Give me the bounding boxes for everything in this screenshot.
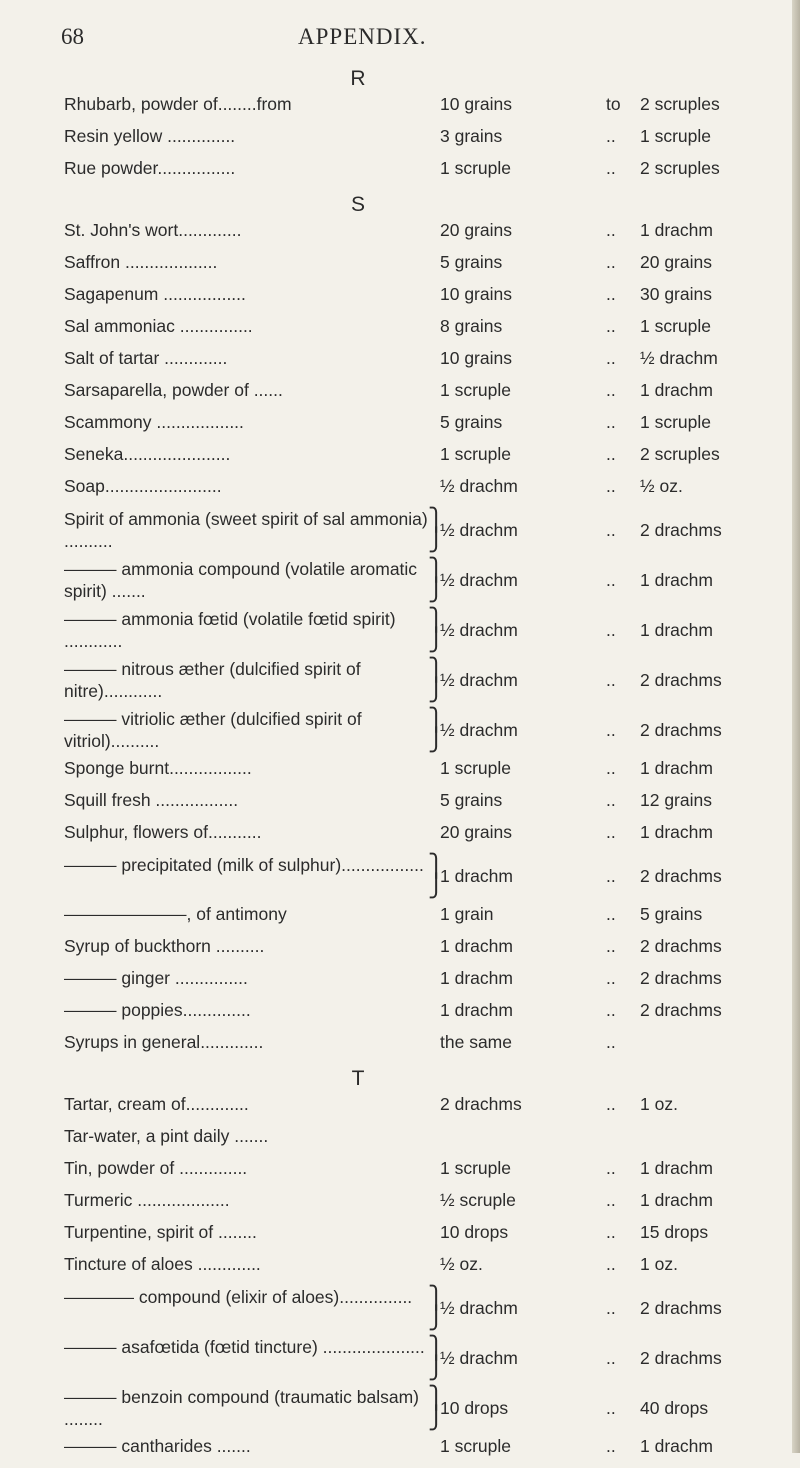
- dosage-table: [58, 64, 800, 1468]
- drug-name: ——— precipitated (milk of sulphur).................: [64, 855, 424, 875]
- book-page: [58, 24, 800, 1456]
- table-row: [58, 126, 800, 158]
- drug-name: Tincture of aloes .............: [64, 1254, 261, 1274]
- dose-to: 1 drachm: [640, 380, 713, 400]
- drug-name: Sarsaparella, powder of ......: [64, 380, 283, 400]
- dose-to: 1 drachm: [640, 1190, 713, 1210]
- drug-name: Syrup of buckthorn ..........: [64, 936, 265, 956]
- dose-separator: ..: [606, 1190, 616, 1210]
- dose-to: 1 scruple: [640, 316, 712, 336]
- dose-from: 1 drachm: [440, 936, 513, 956]
- drug-name: ——— vitriolic æther (dulcified spirit of vitriol)..........: [64, 709, 362, 751]
- drug-name: ——— asafœtida (fœtid tincture) .....................: [64, 1337, 425, 1357]
- dose-from: ½ drachm: [440, 1298, 518, 1318]
- dose-to: 2 drachms: [640, 720, 722, 740]
- dose-from: ½ scruple: [440, 1190, 516, 1210]
- dose-from: 1 scruple: [440, 1436, 512, 1456]
- dose-separator: ..: [606, 822, 616, 842]
- dose-to: 2 drachms: [640, 520, 722, 540]
- drug-name: Tartar, cream of.............: [64, 1094, 249, 1114]
- dose-to: 1 drachm: [640, 220, 713, 240]
- section-letter: T: [351, 1067, 365, 1090]
- dose-from: ½ drachm: [440, 1348, 518, 1368]
- table-row: [58, 1000, 800, 1032]
- brace-mark: ⎫ ⎭: [428, 1285, 445, 1330]
- dose-separator: ..: [606, 1254, 616, 1274]
- brace-mark: ⎫ ⎭: [428, 707, 445, 752]
- drug-name: St. John's wort.............: [64, 220, 242, 240]
- dose-from: ½ drachm: [440, 476, 518, 496]
- drug-name: Sulphur, flowers of...........: [64, 822, 262, 842]
- drug-name: Tar-water, a pint daily .......: [64, 1126, 269, 1146]
- drug-name: Scammony ..................: [64, 412, 244, 432]
- dose-separator: ..: [606, 1158, 616, 1178]
- dose-from: 2 drachms: [440, 1094, 522, 1114]
- dose-separator: ..: [606, 158, 616, 178]
- section-letter: R: [350, 67, 366, 90]
- dose-from: 1 drachm: [440, 1000, 513, 1020]
- table-row: [58, 822, 800, 854]
- brace-mark: ⎫ ⎭: [428, 607, 445, 652]
- table-row: [58, 1032, 800, 1064]
- table-row: [58, 348, 800, 380]
- table-row: [58, 284, 800, 316]
- table-row: [58, 658, 800, 708]
- dose-to: 20 grains: [640, 252, 712, 272]
- dose-from: 10 grains: [440, 94, 512, 114]
- dose-separator: ..: [606, 476, 616, 496]
- brace-mark: ⎫ ⎭: [428, 853, 445, 898]
- dose-separator: ..: [606, 126, 616, 146]
- dose-separator: ..: [606, 1000, 616, 1020]
- dose-from: 1 drachm: [440, 866, 513, 886]
- dose-separator: ..: [606, 444, 616, 464]
- dose-separator: ..: [606, 1348, 616, 1368]
- drug-name: ———————, of antimony: [64, 904, 287, 924]
- table-row: [58, 790, 800, 822]
- brace-mark: ⎫ ⎭: [428, 1335, 445, 1380]
- dose-to: ½ oz.: [640, 476, 683, 496]
- dose-from: ½ drachm: [440, 570, 518, 590]
- dose-separator: ..: [606, 936, 616, 956]
- drug-name: ———— compound (elixir of aloes)...............: [64, 1287, 413, 1307]
- table-row: [58, 1158, 800, 1190]
- drug-name: Tin, powder of ..............: [64, 1158, 248, 1178]
- brace-mark: ⎫ ⎭: [428, 1385, 445, 1430]
- table-row: [58, 936, 800, 968]
- dose-separator: ..: [606, 380, 616, 400]
- table-row: [58, 1436, 800, 1468]
- table-row: [58, 412, 800, 444]
- table-row: [58, 1126, 800, 1158]
- dose-to: 2 drachms: [640, 968, 722, 988]
- dose-separator: ..: [606, 1398, 616, 1418]
- dose-to: 2 drachms: [640, 1000, 722, 1020]
- dose-from: 5 grains: [440, 412, 503, 432]
- dose-to: 2 scruples: [640, 158, 720, 178]
- dose-separator: ..: [606, 220, 616, 240]
- drug-name: ——— benzoin compound (traumatic balsam) ........: [64, 1387, 420, 1429]
- table-row: [58, 608, 800, 658]
- dose-from: 20 grains: [440, 822, 512, 842]
- dose-separator: ..: [606, 284, 616, 304]
- table-row: [58, 380, 800, 412]
- dose-from: 10 grains: [440, 284, 512, 304]
- dose-to: 2 drachms: [640, 670, 722, 690]
- dose-separator: ..: [606, 620, 616, 640]
- drug-name: Rue powder................: [64, 158, 236, 178]
- drug-name: Resin yellow ..............: [64, 126, 236, 146]
- table-row: [58, 1094, 800, 1126]
- drug-name: Spirit of ammonia (sweet spirit of sal ammonia) ..........: [64, 509, 428, 551]
- page-title: APPENDIX.: [298, 24, 427, 49]
- dose-to: 2 scruples: [640, 444, 720, 464]
- drug-name: Saffron ...................: [64, 252, 218, 272]
- section-letter: S: [350, 193, 365, 216]
- brace-mark: ⎫ ⎭: [428, 507, 445, 552]
- drug-name: ——— ginger ...............: [64, 968, 248, 988]
- brace-mark: ⎫ ⎭: [428, 657, 445, 702]
- dose-separator: ..: [606, 968, 616, 988]
- dose-to: 5 grains: [640, 904, 703, 924]
- table-row: [58, 1254, 800, 1286]
- dose-from: 10 grains: [440, 348, 512, 368]
- dose-to: 1 drachm: [640, 620, 713, 640]
- dose-from: 10 drops: [440, 1222, 509, 1242]
- table-row: [58, 758, 800, 790]
- drug-name: Seneka......................: [64, 444, 231, 464]
- dose-from: ½ oz.: [440, 1254, 483, 1274]
- dose-to: 40 drops: [640, 1398, 709, 1418]
- drug-name: ——— ammonia fœtid (volatile fœtid spirit) ............: [64, 609, 396, 651]
- dose-from: 1 drachm: [440, 968, 513, 988]
- dose-from: 1 scruple: [440, 1158, 512, 1178]
- table-row: [58, 968, 800, 1000]
- dose-to: 15 drops: [640, 1222, 709, 1242]
- table-row: [58, 1222, 800, 1254]
- dose-to: 12 grains: [640, 790, 712, 810]
- table-row: [58, 476, 800, 508]
- dose-separator: ..: [606, 520, 616, 540]
- dose-from: 10 drops: [440, 1398, 509, 1418]
- table-row: [58, 854, 800, 904]
- dose-from: 1 grain: [440, 904, 494, 924]
- dose-from: 1 scruple: [440, 158, 512, 178]
- dose-from: 1 scruple: [440, 380, 512, 400]
- dose-separator: ..: [606, 570, 616, 590]
- dose-separator: ..: [606, 252, 616, 272]
- dose-from: 1 scruple: [440, 444, 512, 464]
- dose-separator: ..: [606, 866, 616, 886]
- dose-from: ½ drachm: [440, 670, 518, 690]
- dose-from: 3 grains: [440, 126, 503, 146]
- table-row: [58, 508, 800, 558]
- dose-separator: ..: [606, 1298, 616, 1318]
- dose-from: ½ drachm: [440, 720, 518, 740]
- dose-to: 1 drachm: [640, 1436, 713, 1456]
- dose-to: 1 scruple: [640, 126, 712, 146]
- dose-from: ½ drachm: [440, 620, 518, 640]
- drug-name: Sagapenum .................: [64, 284, 246, 304]
- dose-to: 30 grains: [640, 284, 712, 304]
- table-row: [58, 1386, 800, 1436]
- table-row: [58, 904, 800, 936]
- page-number: 68: [61, 24, 84, 49]
- table-row: [58, 558, 800, 608]
- dose-separator: ..: [606, 758, 616, 778]
- dose-from: 5 grains: [440, 790, 503, 810]
- table-row: [58, 444, 800, 476]
- dose-separator: ..: [606, 316, 616, 336]
- dose-separator: ..: [606, 904, 616, 924]
- dose-to: 1 scruple: [640, 412, 712, 432]
- dose-separator: ..: [606, 412, 616, 432]
- dose-separator: ..: [606, 1222, 616, 1242]
- dose-separator: ..: [606, 1436, 616, 1456]
- dose-separator: ..: [606, 790, 616, 810]
- dose-separator: ..: [606, 1032, 616, 1052]
- table-row: [58, 158, 800, 190]
- drug-name: Rhubarb, powder of........from: [64, 94, 292, 114]
- dose-to: 1 drachm: [640, 758, 713, 778]
- dose-separator: ..: [606, 348, 616, 368]
- drug-name: ——— cantharides .......: [64, 1436, 251, 1456]
- dose-from: 8 grains: [440, 316, 503, 336]
- dose-to: 2 scruples: [640, 94, 720, 114]
- table-row: [58, 220, 800, 252]
- table-row: [58, 252, 800, 284]
- table-row: [58, 1190, 800, 1222]
- dose-separator: ..: [606, 670, 616, 690]
- drug-name: ——— poppies..............: [64, 1000, 251, 1020]
- drug-name: Turpentine, spirit of ........: [64, 1222, 257, 1242]
- dose-to: 1 drachm: [640, 1158, 713, 1178]
- table-row: [58, 94, 800, 126]
- dose-separator: ..: [606, 1094, 616, 1114]
- dose-to: 1 drachm: [640, 822, 713, 842]
- table-row: [58, 1336, 800, 1386]
- dose-from: 5 grains: [440, 252, 503, 272]
- drug-name: Syrups in general.............: [64, 1032, 264, 1052]
- table-row: [58, 708, 800, 758]
- dose-to: 1 oz.: [640, 1254, 678, 1274]
- dose-separator: to: [606, 94, 621, 114]
- table-row: [58, 1286, 800, 1336]
- brace-mark: ⎫ ⎭: [428, 557, 445, 602]
- table-row: [58, 316, 800, 348]
- drug-name: Sponge burnt.................: [64, 758, 252, 778]
- dose-separator: ..: [606, 720, 616, 740]
- drug-name: Sal ammoniac ...............: [64, 316, 253, 336]
- dose-to: 2 drachms: [640, 866, 722, 886]
- dose-to: ½ drachm: [640, 348, 718, 368]
- dose-to: 1 oz.: [640, 1094, 678, 1114]
- dose-from: 1 scruple: [440, 758, 512, 778]
- dose-to: 2 drachms: [640, 1298, 722, 1318]
- drug-name: Soap........................: [64, 476, 222, 496]
- drug-name: ——— nitrous æther (dulcified spirit of nitre)............: [64, 659, 361, 701]
- drug-name: Salt of tartar .............: [64, 348, 228, 368]
- dose-to: 2 drachms: [640, 1348, 722, 1368]
- dose-from: the same: [440, 1032, 512, 1052]
- drug-name: ——— ammonia compound (volatile aromatic spirit) .......: [64, 559, 418, 601]
- dose-from: 20 grains: [440, 220, 512, 240]
- dose-from: ½ drachm: [440, 520, 518, 540]
- dose-to: 2 drachms: [640, 936, 722, 956]
- drug-name: Squill fresh .................: [64, 790, 239, 810]
- drug-name: Turmeric ...................: [64, 1190, 230, 1210]
- running-head: [58, 24, 800, 64]
- dose-to: 1 drachm: [640, 570, 713, 590]
